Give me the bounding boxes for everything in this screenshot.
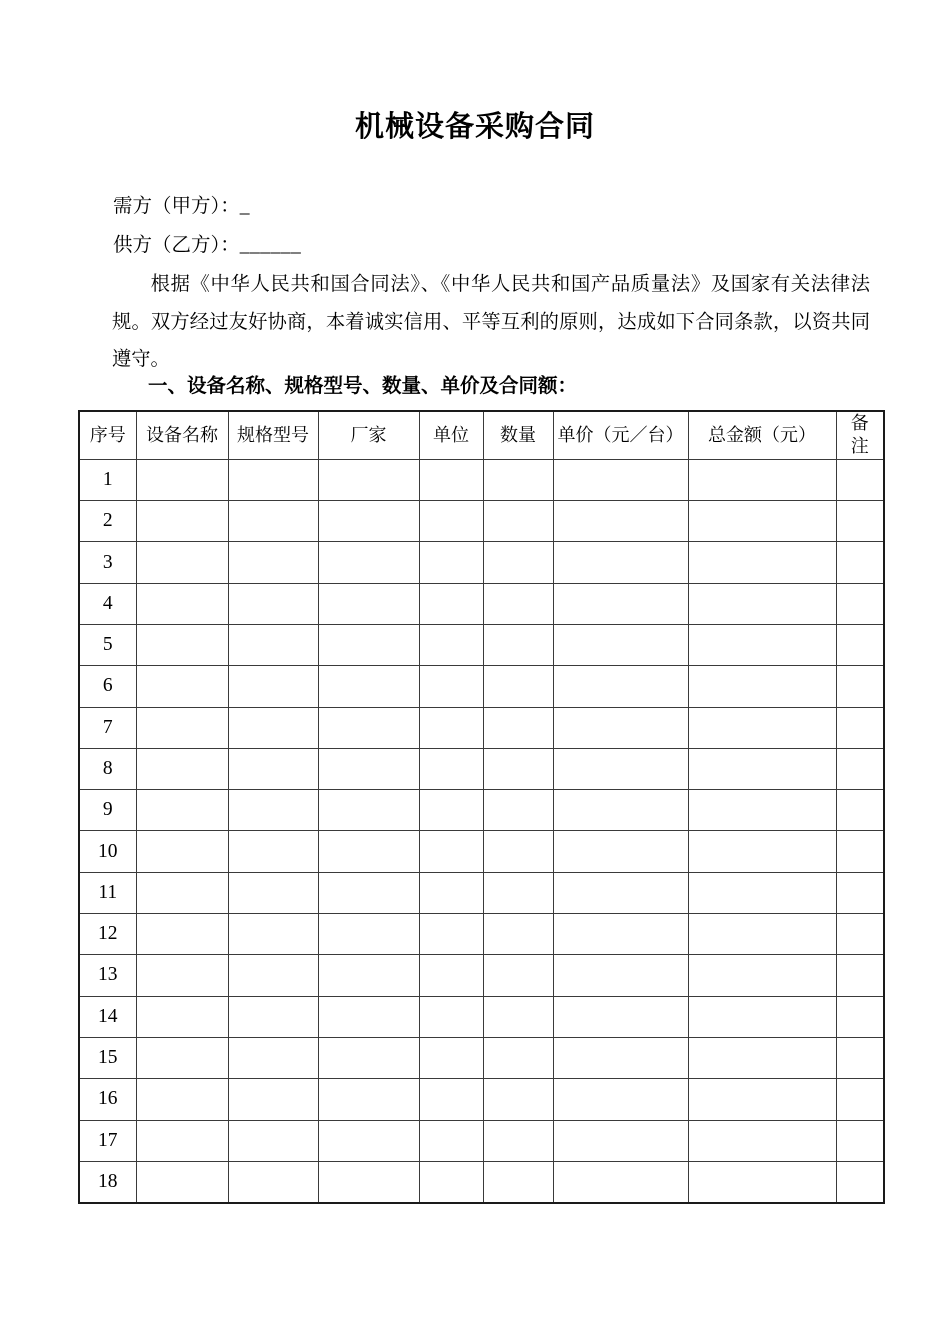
empty-data-cell xyxy=(836,583,884,624)
empty-data-cell xyxy=(318,831,419,872)
empty-data-cell xyxy=(553,666,688,707)
empty-data-cell xyxy=(318,542,419,583)
empty-data-cell xyxy=(836,542,884,583)
empty-data-cell xyxy=(136,914,228,955)
col-header-serial xyxy=(79,411,136,459)
empty-data-cell xyxy=(228,872,318,913)
empty-data-cell xyxy=(318,1037,419,1078)
empty-data-cell xyxy=(553,955,688,996)
empty-data-cell xyxy=(318,583,419,624)
empty-data-cell xyxy=(836,790,884,831)
empty-data-cell xyxy=(483,1161,553,1202)
table-row xyxy=(79,790,884,831)
empty-data-cell xyxy=(136,1079,228,1120)
empty-data-cell xyxy=(228,748,318,789)
empty-data-cell xyxy=(483,831,553,872)
empty-data-cell xyxy=(228,501,318,542)
table-row xyxy=(79,666,884,707)
col-header-label: 数量 xyxy=(500,425,536,446)
serial-number-cell: 16 xyxy=(79,1079,136,1120)
empty-data-cell xyxy=(136,707,228,748)
empty-data-cell xyxy=(228,1161,318,1202)
empty-data-cell xyxy=(836,955,884,996)
col-header-quantity xyxy=(483,411,553,459)
empty-data-cell xyxy=(136,1037,228,1078)
equipment-table-header xyxy=(79,411,884,459)
serial-number-cell: 4 xyxy=(79,583,136,624)
empty-data-cell xyxy=(688,707,836,748)
empty-data-cell xyxy=(688,1079,836,1120)
col-header-spec-model xyxy=(228,411,318,459)
empty-data-cell xyxy=(136,790,228,831)
serial-number-cell: 9 xyxy=(79,790,136,831)
empty-data-cell xyxy=(228,831,318,872)
intro-paragraph: 根据《中华人民共和国合同法》、《中华人民共和国产品质量法》及国家有关法律法规。双方经过友好协商，本着诚实信用、平等互利的原则，达成如下合同条款，以资共同遵守。 xyxy=(112,274,870,370)
empty-data-cell xyxy=(553,1037,688,1078)
col-header-remarks xyxy=(836,411,884,459)
table-row xyxy=(79,831,884,872)
empty-data-cell xyxy=(553,624,688,665)
empty-data-cell xyxy=(419,1037,483,1078)
col-header-equipment-name xyxy=(136,411,228,459)
empty-data-cell xyxy=(553,542,688,583)
empty-data-cell xyxy=(419,1161,483,1202)
empty-data-cell xyxy=(483,748,553,789)
empty-data-cell xyxy=(228,666,318,707)
empty-data-cell xyxy=(318,1079,419,1120)
empty-data-cell xyxy=(318,501,419,542)
empty-data-cell xyxy=(318,872,419,913)
empty-data-cell xyxy=(483,501,553,542)
empty-data-cell xyxy=(836,748,884,789)
empty-data-cell xyxy=(419,872,483,913)
empty-data-cell xyxy=(318,996,419,1037)
col-header-total-amount xyxy=(688,411,836,459)
seller-label: 供方（乙方）： xyxy=(113,235,240,256)
empty-data-cell xyxy=(419,459,483,500)
col-header-label: 序号 xyxy=(89,425,126,446)
serial-number-cell: 2 xyxy=(79,501,136,542)
table-row xyxy=(79,955,884,996)
empty-data-cell xyxy=(419,542,483,583)
empty-data-cell xyxy=(836,459,884,500)
serial-number-cell: 18 xyxy=(79,1161,136,1202)
empty-data-cell xyxy=(228,583,318,624)
col-header-manufacturer xyxy=(318,411,419,459)
empty-data-cell xyxy=(136,583,228,624)
empty-data-cell xyxy=(688,501,836,542)
empty-data-cell xyxy=(228,624,318,665)
serial-number-cell: 13 xyxy=(79,955,136,996)
empty-data-cell xyxy=(136,501,228,542)
empty-data-cell xyxy=(419,914,483,955)
empty-data-cell xyxy=(228,707,318,748)
empty-data-cell xyxy=(419,1079,483,1120)
empty-data-cell xyxy=(228,542,318,583)
serial-number-cell: 11 xyxy=(79,872,136,913)
buyer-label: 需方（甲方）： xyxy=(113,196,240,217)
empty-data-cell xyxy=(553,707,688,748)
empty-data-cell xyxy=(318,1120,419,1161)
empty-data-cell xyxy=(553,1161,688,1202)
header-row xyxy=(79,411,884,459)
empty-data-cell xyxy=(836,1161,884,1202)
empty-data-cell xyxy=(318,748,419,789)
empty-data-cell xyxy=(483,542,553,583)
serial-number-cell: 1 xyxy=(79,459,136,500)
table-row xyxy=(79,914,884,955)
empty-data-cell xyxy=(836,501,884,542)
empty-data-cell xyxy=(553,459,688,500)
serial-number-cell: 5 xyxy=(79,624,136,665)
empty-data-cell xyxy=(483,707,553,748)
empty-data-cell xyxy=(688,1037,836,1078)
empty-data-cell xyxy=(228,790,318,831)
empty-data-cell xyxy=(553,831,688,872)
table-row xyxy=(79,1037,884,1078)
table-row xyxy=(79,583,884,624)
col-header-label: 单位 xyxy=(433,425,469,446)
empty-data-cell xyxy=(136,1120,228,1161)
empty-data-cell xyxy=(419,748,483,789)
empty-data-cell xyxy=(836,666,884,707)
empty-data-cell xyxy=(318,459,419,500)
equipment-table xyxy=(78,410,885,1204)
empty-data-cell xyxy=(419,831,483,872)
empty-data-cell xyxy=(483,583,553,624)
empty-data-cell xyxy=(228,459,318,500)
empty-data-cell xyxy=(688,1120,836,1161)
empty-data-cell xyxy=(136,872,228,913)
col-header-label: 备注 xyxy=(850,413,869,457)
table-row xyxy=(79,996,884,1037)
empty-data-cell xyxy=(483,996,553,1037)
section-1-heading: 一、设备名称、规格型号、数量、单价及合同额： xyxy=(148,375,578,397)
empty-data-cell xyxy=(483,624,553,665)
empty-data-cell xyxy=(553,872,688,913)
empty-data-cell xyxy=(688,955,836,996)
empty-data-cell xyxy=(553,790,688,831)
empty-data-cell xyxy=(318,1161,419,1202)
empty-data-cell xyxy=(419,707,483,748)
empty-data-cell xyxy=(688,1161,836,1202)
empty-data-cell xyxy=(318,914,419,955)
empty-data-cell xyxy=(136,459,228,500)
document-title: 机械设备采购合同 xyxy=(354,111,595,143)
col-header-unit-price xyxy=(553,411,688,459)
empty-data-cell xyxy=(228,1079,318,1120)
serial-number-cell: 8 xyxy=(79,748,136,789)
party-seller-line xyxy=(113,232,301,259)
empty-data-cell xyxy=(483,872,553,913)
serial-number-cell: 14 xyxy=(79,996,136,1037)
table-row xyxy=(79,542,884,583)
empty-data-cell xyxy=(318,707,419,748)
empty-data-cell xyxy=(136,955,228,996)
serial-number-cell: 17 xyxy=(79,1120,136,1161)
empty-data-cell xyxy=(688,914,836,955)
table-row xyxy=(79,1120,884,1161)
buyer-blank-field: _ xyxy=(239,196,251,217)
empty-data-cell xyxy=(136,666,228,707)
empty-data-cell xyxy=(553,914,688,955)
empty-data-cell xyxy=(136,624,228,665)
empty-data-cell xyxy=(318,666,419,707)
empty-data-cell xyxy=(419,666,483,707)
empty-data-cell xyxy=(836,707,884,748)
table-row xyxy=(79,624,884,665)
empty-data-cell xyxy=(836,914,884,955)
empty-data-cell xyxy=(483,914,553,955)
empty-data-cell xyxy=(136,831,228,872)
col-header-label: 规格型号 xyxy=(237,425,309,446)
empty-data-cell xyxy=(419,996,483,1037)
empty-data-cell xyxy=(318,790,419,831)
empty-data-cell xyxy=(688,459,836,500)
empty-data-cell xyxy=(419,955,483,996)
empty-data-cell xyxy=(553,1120,688,1161)
empty-data-cell xyxy=(136,1161,228,1202)
serial-number-cell: 12 xyxy=(79,914,136,955)
empty-data-cell xyxy=(688,748,836,789)
empty-data-cell xyxy=(836,1120,884,1161)
empty-data-cell xyxy=(228,1120,318,1161)
empty-data-cell xyxy=(136,748,228,789)
empty-data-cell xyxy=(318,955,419,996)
empty-data-cell xyxy=(688,542,836,583)
equipment-table-body xyxy=(79,459,884,1202)
empty-data-cell xyxy=(688,583,836,624)
empty-data-cell xyxy=(836,996,884,1037)
empty-data-cell xyxy=(688,831,836,872)
empty-data-cell xyxy=(553,583,688,624)
serial-number-cell: 15 xyxy=(79,1037,136,1078)
empty-data-cell xyxy=(553,748,688,789)
party-buyer-line xyxy=(113,193,250,220)
col-header-label: 总金额（元） xyxy=(708,425,816,446)
empty-data-cell xyxy=(228,955,318,996)
empty-data-cell xyxy=(553,996,688,1037)
empty-data-cell xyxy=(483,1037,553,1078)
col-header-label: 设备名称 xyxy=(146,425,218,446)
empty-data-cell xyxy=(419,790,483,831)
empty-data-cell xyxy=(228,914,318,955)
empty-data-cell xyxy=(136,996,228,1037)
empty-data-cell xyxy=(483,1079,553,1120)
empty-data-cell xyxy=(419,501,483,542)
empty-data-cell xyxy=(419,624,483,665)
serial-number-cell: 10 xyxy=(79,831,136,872)
col-header-label: 厂家 xyxy=(350,425,387,446)
col-header-label: 单价（元／台） xyxy=(557,425,684,446)
empty-data-cell xyxy=(836,1037,884,1078)
table-row xyxy=(79,707,884,748)
empty-data-cell xyxy=(688,666,836,707)
empty-data-cell xyxy=(483,955,553,996)
table-row xyxy=(79,872,884,913)
empty-data-cell xyxy=(136,542,228,583)
empty-data-cell xyxy=(836,624,884,665)
empty-data-cell xyxy=(688,624,836,665)
empty-data-cell xyxy=(688,996,836,1037)
empty-data-cell xyxy=(836,1079,884,1120)
empty-data-cell xyxy=(483,666,553,707)
serial-number-cell: 3 xyxy=(79,542,136,583)
table-row xyxy=(79,748,884,789)
empty-data-cell xyxy=(836,831,884,872)
empty-data-cell xyxy=(228,996,318,1037)
serial-number-cell: 6 xyxy=(79,666,136,707)
serial-number-cell: 7 xyxy=(79,707,136,748)
table-row xyxy=(79,501,884,542)
empty-data-cell xyxy=(228,1037,318,1078)
table-row xyxy=(79,1161,884,1202)
empty-data-cell xyxy=(688,790,836,831)
seller-blank-field: ______ xyxy=(239,235,302,256)
table-row xyxy=(79,459,884,500)
table-row xyxy=(79,1079,884,1120)
empty-data-cell xyxy=(483,459,553,500)
empty-data-cell xyxy=(483,1120,553,1161)
empty-data-cell xyxy=(836,872,884,913)
empty-data-cell xyxy=(553,1079,688,1120)
col-header-unit xyxy=(419,411,483,459)
empty-data-cell xyxy=(318,624,419,665)
empty-data-cell xyxy=(419,1120,483,1161)
empty-data-cell xyxy=(483,790,553,831)
empty-data-cell xyxy=(553,501,688,542)
empty-data-cell xyxy=(419,583,483,624)
empty-data-cell xyxy=(688,872,836,913)
